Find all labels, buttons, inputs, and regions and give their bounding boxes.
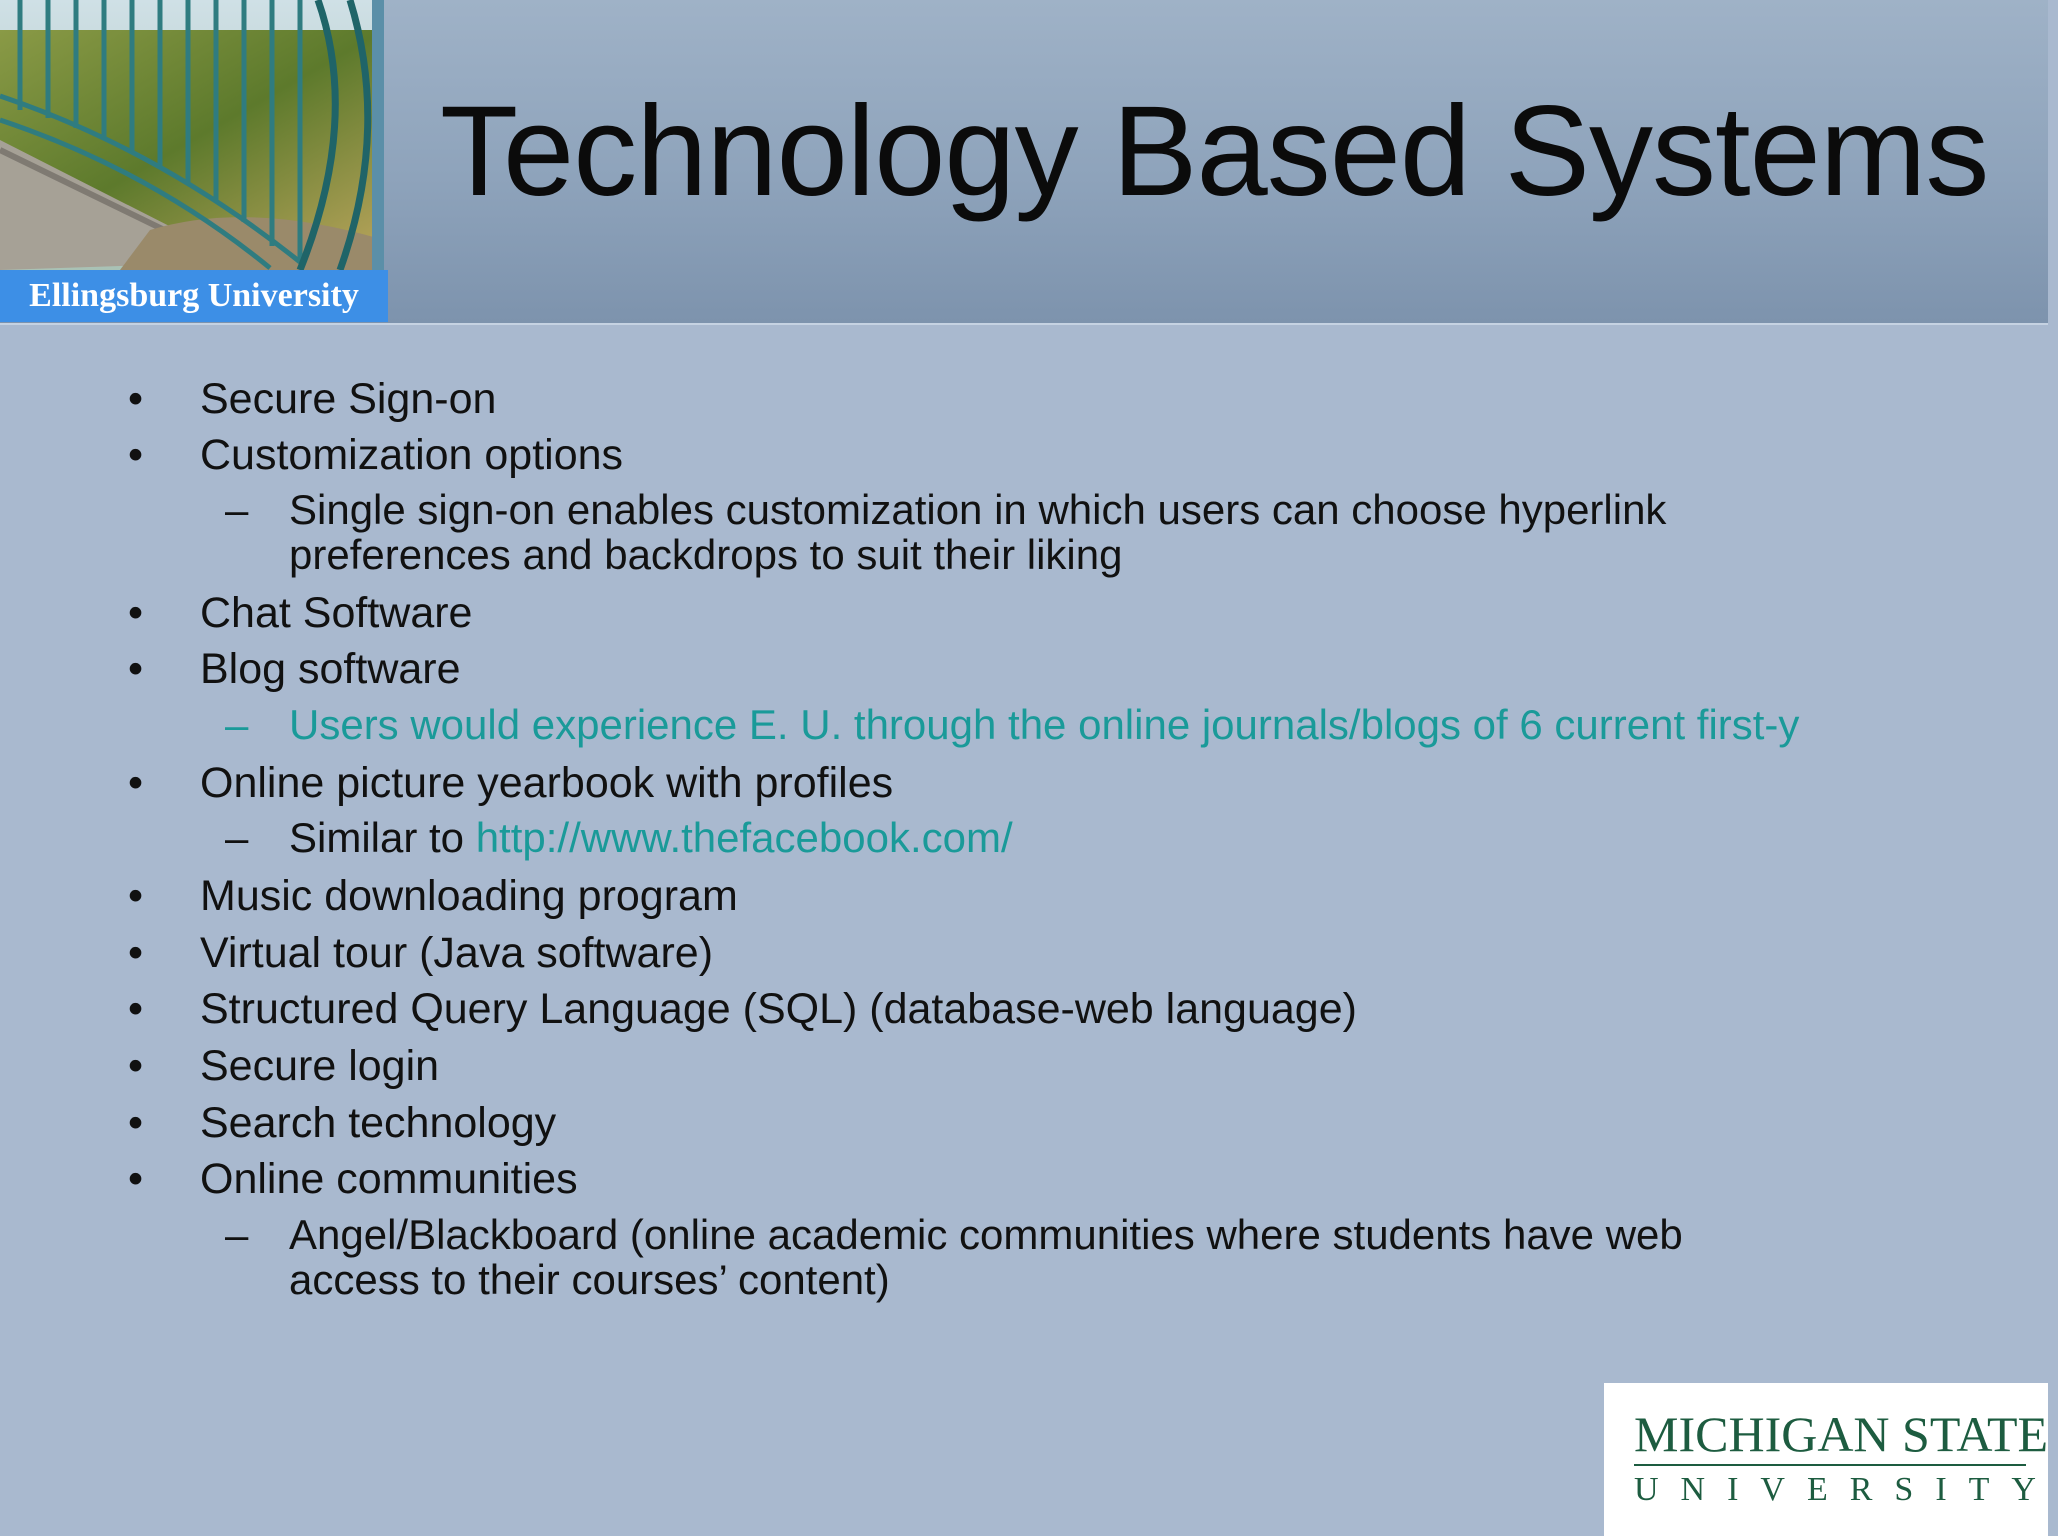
bullet-marker: • bbox=[128, 872, 144, 920]
list-item bbox=[128, 427, 624, 484]
slide-header bbox=[0, 0, 2048, 325]
university-logo bbox=[1604, 1383, 2058, 1536]
list-item-text: Music downloading program bbox=[200, 872, 738, 920]
list-item bbox=[128, 925, 714, 982]
list-item-text: Angel/Blackboard (online academic communities where students have web bbox=[289, 1211, 1683, 1258]
logo-divider bbox=[1634, 1464, 2026, 1466]
sub-list-item bbox=[225, 814, 1013, 861]
list-item-text: Single sign-on enables customization in which users can choose hyperlink bbox=[289, 486, 1667, 533]
list-item bbox=[128, 641, 461, 698]
dash-marker: – bbox=[225, 814, 249, 861]
bullet-marker: • bbox=[128, 1042, 144, 1090]
dash-marker: – bbox=[225, 486, 249, 533]
list-item bbox=[128, 1038, 440, 1095]
logo-line-1: MICHIGAN STATE bbox=[1634, 1406, 2049, 1462]
list-item-text: Chat Software bbox=[200, 589, 473, 637]
bullet-marker: • bbox=[128, 1155, 144, 1203]
logo-line-2: UNIVERSITY bbox=[1634, 1471, 2058, 1508]
list-item bbox=[128, 1151, 578, 1208]
list-item-text: Online communities bbox=[200, 1155, 578, 1203]
slide-title: Technology Based Systems bbox=[440, 80, 1989, 223]
bullet-marker: • bbox=[128, 431, 144, 479]
list-item-text: Search technology bbox=[200, 1099, 557, 1147]
list-item-text: Users would experience E. U. through the online journals/blogs of 6 current first-y bbox=[289, 701, 1800, 748]
dash-marker: – bbox=[225, 1211, 249, 1258]
sub-list-item-continuation bbox=[289, 1257, 890, 1302]
list-item bbox=[128, 981, 1357, 1038]
bullet-marker: • bbox=[128, 589, 144, 637]
list-item bbox=[128, 755, 894, 812]
list-item bbox=[128, 371, 497, 428]
sub-list-item bbox=[225, 701, 1923, 748]
list-item bbox=[128, 868, 738, 925]
list-item-text: preferences and backdrops to suit their liking bbox=[289, 531, 1123, 578]
list-item-text: Customization options bbox=[200, 431, 624, 479]
list-item-text: access to their courses’ content) bbox=[289, 1256, 890, 1303]
bullet-marker: • bbox=[128, 645, 144, 693]
sub-list-item bbox=[225, 1211, 1683, 1258]
bullet-list bbox=[0, 362, 2048, 1342]
bullet-marker: • bbox=[128, 985, 144, 1033]
list-item-text: Virtual tour (Java software) bbox=[200, 929, 714, 977]
list-item-text: Similar to bbox=[289, 814, 476, 861]
list-item-text: Structured Query Language (SQL) (database-web language) bbox=[200, 985, 1357, 1033]
list-item-text: Blog software bbox=[200, 645, 461, 693]
list-item bbox=[128, 1095, 557, 1152]
bullet-marker: • bbox=[128, 1099, 144, 1147]
sub-list-item-continuation bbox=[289, 532, 1122, 577]
bullet-marker: • bbox=[128, 375, 144, 423]
facebook-link[interactable]: http://www.thefacebook.com/ bbox=[475, 814, 1013, 861]
list-item-text: Secure login bbox=[200, 1042, 440, 1090]
bullet-marker: • bbox=[128, 929, 144, 977]
university-caption: Ellingsburg University bbox=[0, 270, 388, 322]
bridge-photo bbox=[0, 0, 384, 270]
sub-list-item bbox=[225, 486, 1667, 533]
dash-marker: – bbox=[225, 701, 249, 748]
list-item-text: Secure Sign-on bbox=[200, 375, 497, 423]
list-item bbox=[128, 585, 473, 642]
bullet-marker: • bbox=[128, 759, 144, 807]
list-item-text: Online picture yearbook with profiles bbox=[200, 759, 894, 807]
